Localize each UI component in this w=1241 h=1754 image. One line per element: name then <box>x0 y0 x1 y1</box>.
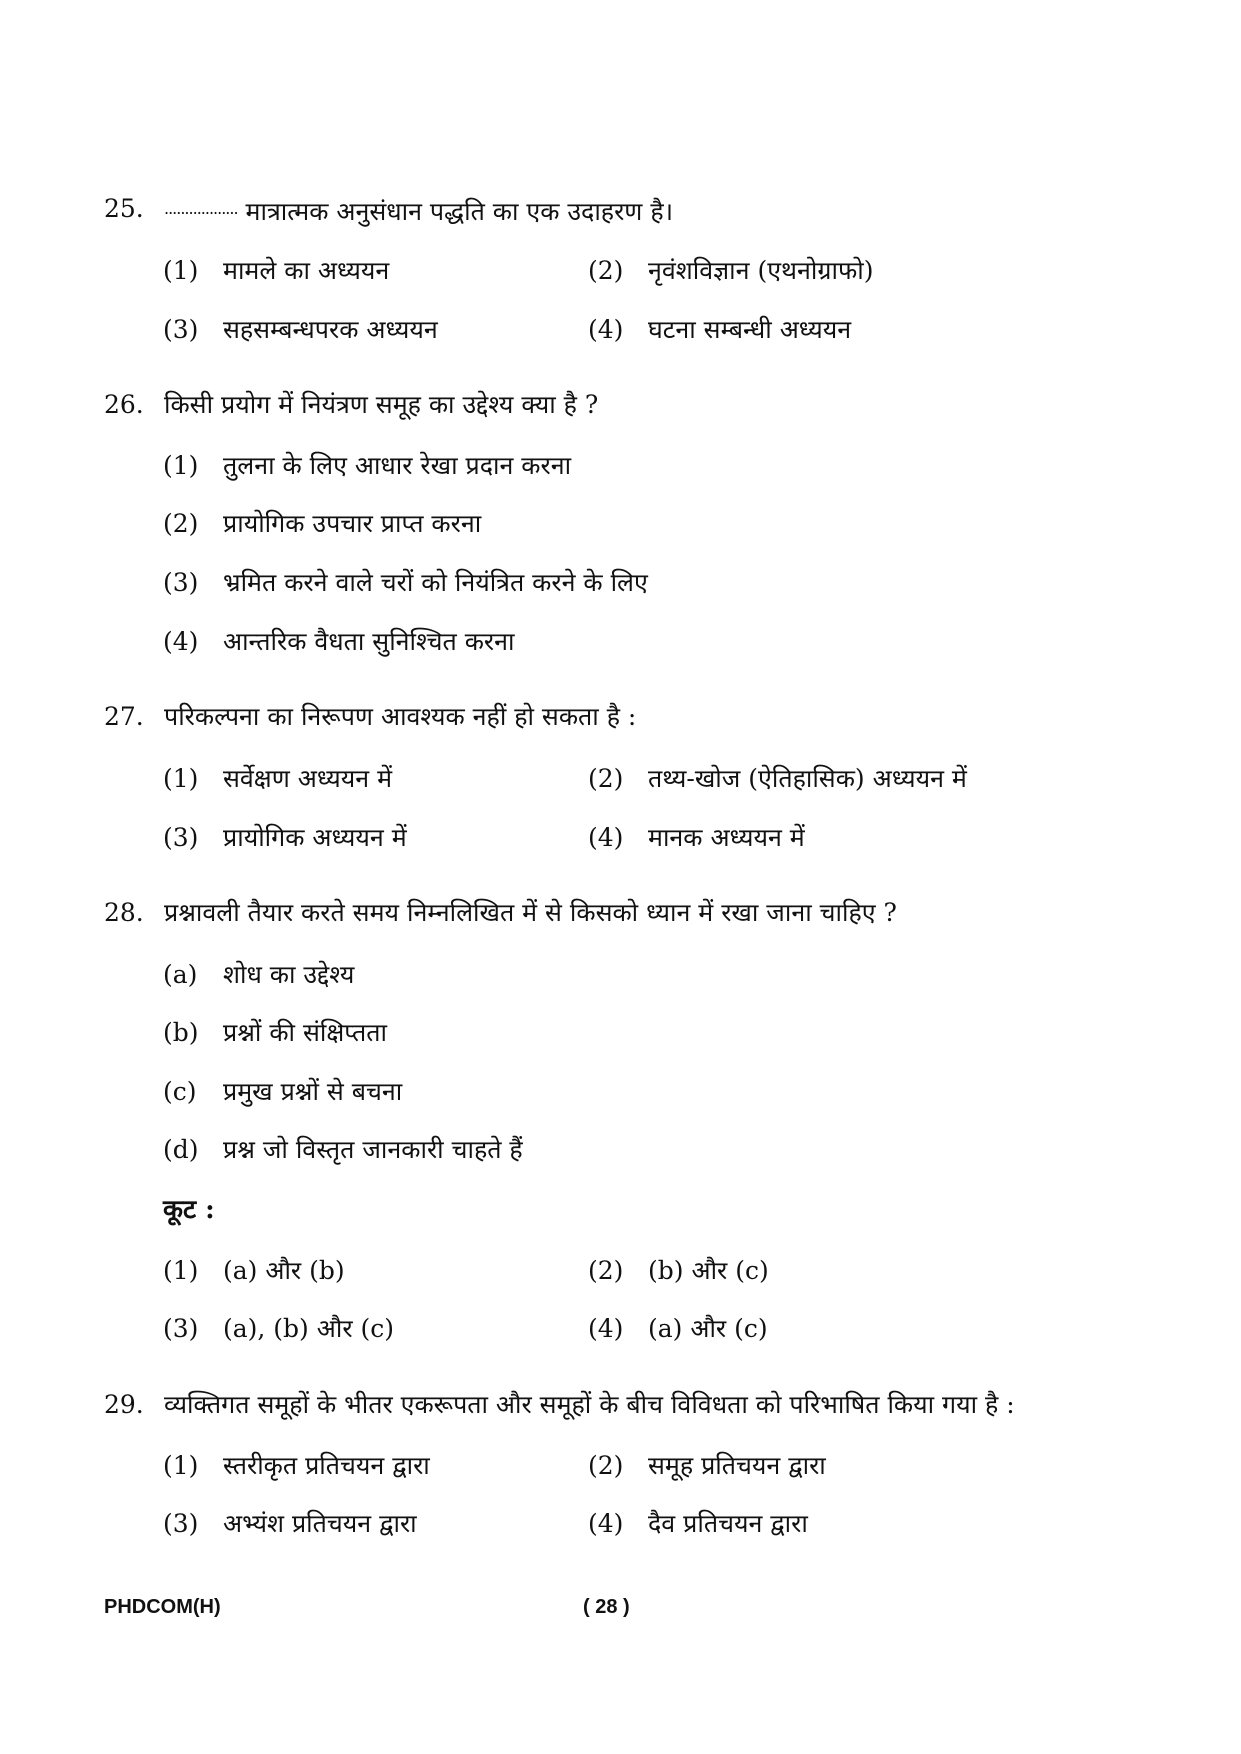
item-text: प्रमुख प्रश्नों से बचना <box>223 1077 403 1106</box>
option-number: (2) <box>588 256 624 285</box>
question-text: परिकल्पना का निरूपण आवश्यक नहीं हो सकता है : <box>164 702 637 731</box>
option-number: (3) <box>163 823 199 852</box>
option-text: समूह प्रतिचयन द्वारा <box>648 1451 826 1480</box>
option-text: (a) और (b) <box>223 1256 345 1285</box>
option-text: घटना सम्बन्धी अध्ययन <box>648 315 852 344</box>
question-number: 26. <box>104 390 144 419</box>
question-text: किसी प्रयोग में नियंत्रण समूह का उद्देश्य क्या है ? <box>164 390 599 419</box>
option-text: (a), (b) और (c) <box>223 1314 395 1343</box>
option-number: (1) <box>163 1256 199 1285</box>
option-number: (3) <box>163 315 199 344</box>
question-text: व्यक्तिगत समूहों के भीतर एकरूपता और समूहों के बीच विविधता को परिभाषित किया गया है : <box>164 1390 1015 1419</box>
option-number: (3) <box>163 1509 199 1538</box>
codes-label: कूट : <box>163 1195 215 1225</box>
option-text: प्रायोगिक उपचार प्राप्त करना <box>223 509 482 538</box>
option-number: (1) <box>163 256 199 285</box>
question-text: प्रश्नावली तैयार करते समय निम्नलिखित में से किसको ध्यान में रखा जाना चाहिए ? <box>164 898 897 927</box>
option-number: (4) <box>588 1509 624 1538</box>
option-number: (1) <box>163 1451 199 1480</box>
option-text: सर्वेक्षण अध्ययन में <box>223 764 393 793</box>
option-number: (4) <box>588 315 624 344</box>
question-number: 29. <box>104 1390 144 1419</box>
item-label: (c) <box>163 1077 197 1106</box>
question-number: 25. <box>104 194 144 223</box>
question-number: 27. <box>104 702 144 731</box>
page-number: ( 28 ) <box>583 1596 630 1618</box>
option-text: स्तरीकृत प्रतिचयन द्वारा <box>223 1451 430 1480</box>
option-number: (1) <box>163 764 199 793</box>
option-number: (2) <box>588 1256 624 1285</box>
option-text: प्रायोगिक अध्ययन में <box>223 823 407 852</box>
question-text: .................. मात्रात्मक अनुसंधान पद्धति का एक उदाहरण है। <box>164 197 674 226</box>
option-text: तथ्य-खोज (ऐतिहासिक) अध्ययन में <box>648 764 967 793</box>
option-text: भ्रमित करने वाले चरों को नियंत्रित करने के लिए <box>223 568 648 597</box>
option-number: (3) <box>163 568 199 597</box>
option-number: (4) <box>588 1314 624 1343</box>
paper-code: PHDCOM(H) <box>104 1596 221 1618</box>
option-number: (2) <box>163 509 199 538</box>
option-text: सहसम्बन्धपरक अध्ययन <box>223 315 438 344</box>
option-text: (a) और (c) <box>648 1314 768 1343</box>
fill-in-blank: .................. <box>164 199 238 218</box>
option-text: अभ्यंश प्रतिचयन द्वारा <box>223 1509 417 1538</box>
item-text: शोध का उद्देश्य <box>223 960 355 989</box>
option-number: (4) <box>163 627 199 656</box>
item-label: (a) <box>163 960 198 989</box>
item-label: (d) <box>163 1135 199 1164</box>
option-text: आन्तरिक वैधता सुनिश्चित करना <box>223 627 515 656</box>
option-text: नृवंशविज्ञान (एथनोग्राफो) <box>648 256 874 285</box>
option-number: (4) <box>588 823 624 852</box>
item-label: (b) <box>163 1018 199 1047</box>
option-text: मामले का अध्ययन <box>223 256 390 285</box>
item-text: प्रश्नों की संक्षिप्तता <box>223 1018 387 1047</box>
option-number: (3) <box>163 1314 199 1343</box>
question-number: 28. <box>104 898 144 927</box>
option-text: तुलना के लिए आधार रेखा प्रदान करना <box>223 451 572 480</box>
option-text: मानक अध्ययन में <box>648 823 805 852</box>
option-number: (2) <box>588 1451 624 1480</box>
item-text: प्रश्न जो विस्तृत जानकारी चाहते हैं <box>223 1135 523 1164</box>
option-number: (2) <box>588 764 624 793</box>
option-text: दैव प्रतिचयन द्वारा <box>648 1509 808 1538</box>
option-number: (1) <box>163 451 199 480</box>
option-text: (b) और (c) <box>648 1256 769 1285</box>
